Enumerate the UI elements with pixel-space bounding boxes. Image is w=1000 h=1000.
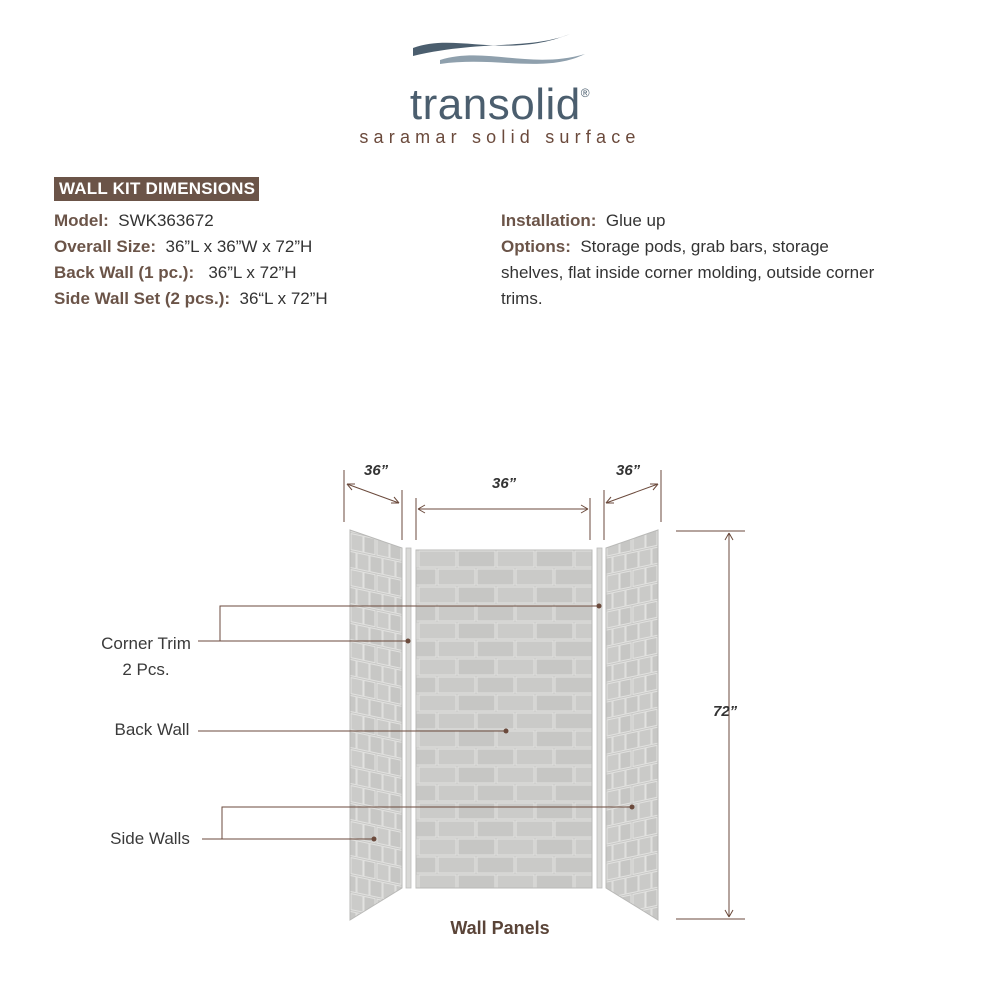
brand-name: transolid® xyxy=(409,80,591,129)
diagram-caption: Wall Panels xyxy=(450,918,550,938)
callout-corner-trim xyxy=(90,631,202,683)
callout-side-walls: Side Walls xyxy=(110,829,190,848)
dim-label-height: 72” xyxy=(713,703,738,720)
dim-label-center: 36” xyxy=(492,475,517,492)
callout-corner-trim-line1: Corner Trim xyxy=(101,634,191,653)
spec-size-label: Overall Size: xyxy=(54,237,157,256)
dim-label-left: 36” xyxy=(364,462,389,479)
corner-trim-right xyxy=(597,548,602,888)
dimension-right-width xyxy=(604,470,661,540)
dimension-height xyxy=(676,531,745,919)
spec-side-value: 36“L x 72”H xyxy=(239,289,328,308)
spec-model-label: Model: xyxy=(54,211,109,230)
leader-dot-corner-trim-right xyxy=(597,604,602,609)
dimension-center-width xyxy=(416,498,590,540)
callout-back-wall: Back Wall xyxy=(114,720,190,739)
leader-dot-corner-trim-left xyxy=(406,639,411,644)
leader-dot-back-wall xyxy=(504,729,509,734)
back-wall-panel xyxy=(416,550,592,888)
corner-trim-left xyxy=(406,548,411,888)
section-title: WALL KIT DIMENSIONS xyxy=(54,177,259,201)
registered-mark: ® xyxy=(580,86,591,100)
left-side-wall-panel xyxy=(350,530,402,920)
dim-label-right: 36” xyxy=(616,462,641,479)
dimension-left-width xyxy=(344,470,402,540)
spec-options-value: Storage pods, grab bars, storage shelves, flat inside corner molding, outside corner trims. xyxy=(501,237,875,308)
leader-dot-side-wall-right xyxy=(630,805,635,810)
leader-dot-side-wall-left xyxy=(372,837,377,842)
spec-model-value: SWK363672 xyxy=(118,211,214,230)
spec-back-label: Back Wall (1 pc.): xyxy=(54,263,195,282)
right-side-wall-panel xyxy=(606,530,658,920)
spec-size-value: 36”L x 36”W x 72”H xyxy=(165,237,313,256)
spec-back-value: 36”L x 72”H xyxy=(208,263,297,282)
brand-tagline: saramar solid surface xyxy=(359,127,641,147)
spec-install-label: Installation: xyxy=(501,211,597,230)
spec-side-label: Side Wall Set (2 pcs.): xyxy=(54,289,231,308)
callout-corner-trim-line2: 2 Pcs. xyxy=(122,660,170,679)
spec-install-value: Glue up xyxy=(605,211,666,230)
spec-options-label: Options: xyxy=(501,237,571,256)
